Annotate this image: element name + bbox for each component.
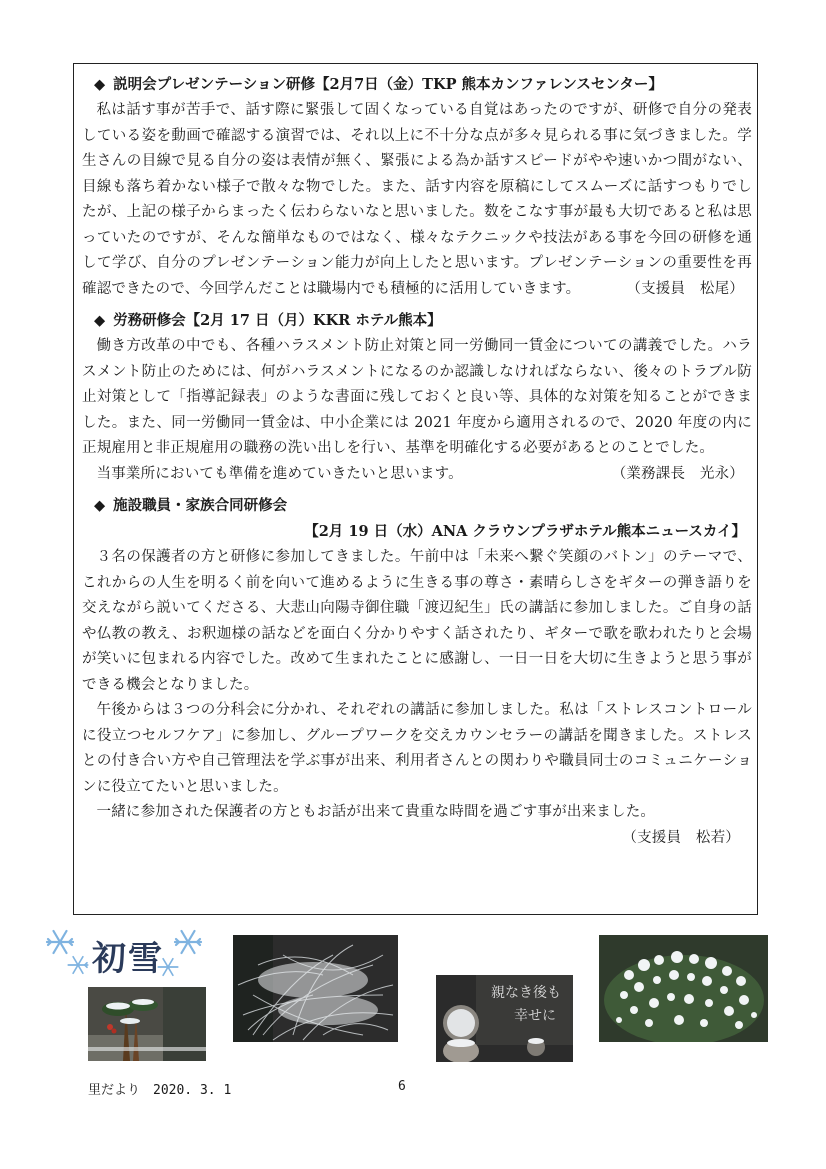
snow-shrub-photo <box>599 935 768 1042</box>
diamond-bullet-icon: ◆ <box>94 76 106 93</box>
section-paragraph: 一緒に参加された保護者の方ともお話が出来て貴重な時間を過ごす事が出来ました。 <box>96 804 656 820</box>
photo-title-text: 初雪 <box>92 939 164 979</box>
snow-tree-photo <box>233 935 398 1042</box>
section-title: 施設職員・家族合同研修会 <box>113 497 288 514</box>
section-title: 労務研修会【2月 17 日（月）KKR ホテル熊本】 <box>113 312 442 329</box>
paragraph-text: 私は話す事が苦手で、話す際に緊張して固くなっている自覚はあったのですが、研修で自分の発表している姿を動画で確認する演習では、それ以上に不十分な点が多々見られる事に気づきました。学生さんの目線で見る自分の姿は表情が無く、緊張による為か話すスピードがやや速いかつ間がない、目線も落ち着かない様子で散々な物でした。また、話す内容を原稿にしてスムーズに話すつもりでしたが、上記の様子からまったく伝わらないなと思いました。数をこなす事が最も大切であると私は思っていたのですが、そんな簡単なものではなく、様々なテクニックや技法がある事を今回の研修を通して学び、自分のプレゼンテーション能力が向上したと思います。プレゼンテーションの重要性を再確認できたので、今回学んだことは職場内でも積極的に活用していきます。 <box>82 102 752 297</box>
newsletter-footer: 里だより 2020. 3. 1 <box>88 1083 232 1098</box>
stone-statue-photo <box>436 975 573 1062</box>
paragraph-text: 当事業所においても準備を進めていきたいと思います。 <box>96 465 463 482</box>
section-paragraph: 働き方改革の中でも、各種ハラスメント防止対策と同一労働同一賃金についての講義でした。ハラスメント防止のためには、何がハラスメントになるのか認識しなければならない、後々のトラブル防止対策として「指導記録表」のような書面に残しておくと良い等、具体的な対策を知ることができました。また、同一労働同一賃金は、中小企業には 2021 年度から適用されるので、2020 年度の内に正規雇用と非正規雇用の職務の洗い出しを行い、基準を明確化する必要があるとのことでした。 <box>82 338 752 456</box>
diamond-bullet-icon: ◆ <box>94 497 106 514</box>
section-heading <box>82 308 752 334</box>
diamond-bullet-icon: ◆ <box>94 312 106 329</box>
stone-text-line1: 親なき後も <box>491 985 561 1001</box>
section-heading <box>82 72 752 98</box>
signature: （支援員 松若） <box>622 829 740 846</box>
stone-text-line2: 幸せに <box>514 1008 556 1024</box>
section-paragraph <box>82 98 752 302</box>
section-title: 説明会プレゼンテーション研修【2月7日（金）TKP 熊本カンファレンスセンター】 <box>113 76 663 93</box>
article-content <box>82 72 752 851</box>
section-heading <box>82 493 752 519</box>
section-subheading: 【2月 19 日（水）ANA クラウンプラザホテル熊本ニュースカイ】 <box>304 523 746 540</box>
page-number: 6 <box>398 1079 406 1094</box>
signature: （支援員 松尾） <box>626 280 744 297</box>
section-paragraph: ３名の保護者の方と研修に参加してきました。午前中は「未来へ繋ぐ笑顔のバトン」のテーマで、これからの人生を明るく前を向いて進めるように生きる事の尊さ・素晴らしさをギターの弾き語りを交えながら説いてくださる、大悲山向陽寺御住職「渡辺紀生」氏の講話に参加しました。ご自身の話や仏教の教え、お釈迦様の話などを面白く分かりやすく話されたり、ギターで歌を歌われたりと会場が笑いに包まれる内容でした。改めて生まれたことに感謝し、一日一日を大切に生きようと思う事ができる機会となりました。 <box>82 549 752 693</box>
section-paragraph: 午後からは３つの分科会に分かれ、それぞれの講話に参加しました。私は「ストレスコントロールに役立つセルフケア」に参加し、グループワークを交えカウンセラーの講話を聞きました。ストレスとの付き合い方や自己管理法を学ぶ事が出来、利用者さんとの関わりや職員同士のコミュニケーションに役立てたいと思いました。 <box>82 702 752 795</box>
section-paragraph <box>82 462 752 488</box>
snow-plant-photo <box>88 987 206 1061</box>
signature: （業務課長 光永） <box>611 465 744 482</box>
photo-section-title <box>40 925 210 985</box>
